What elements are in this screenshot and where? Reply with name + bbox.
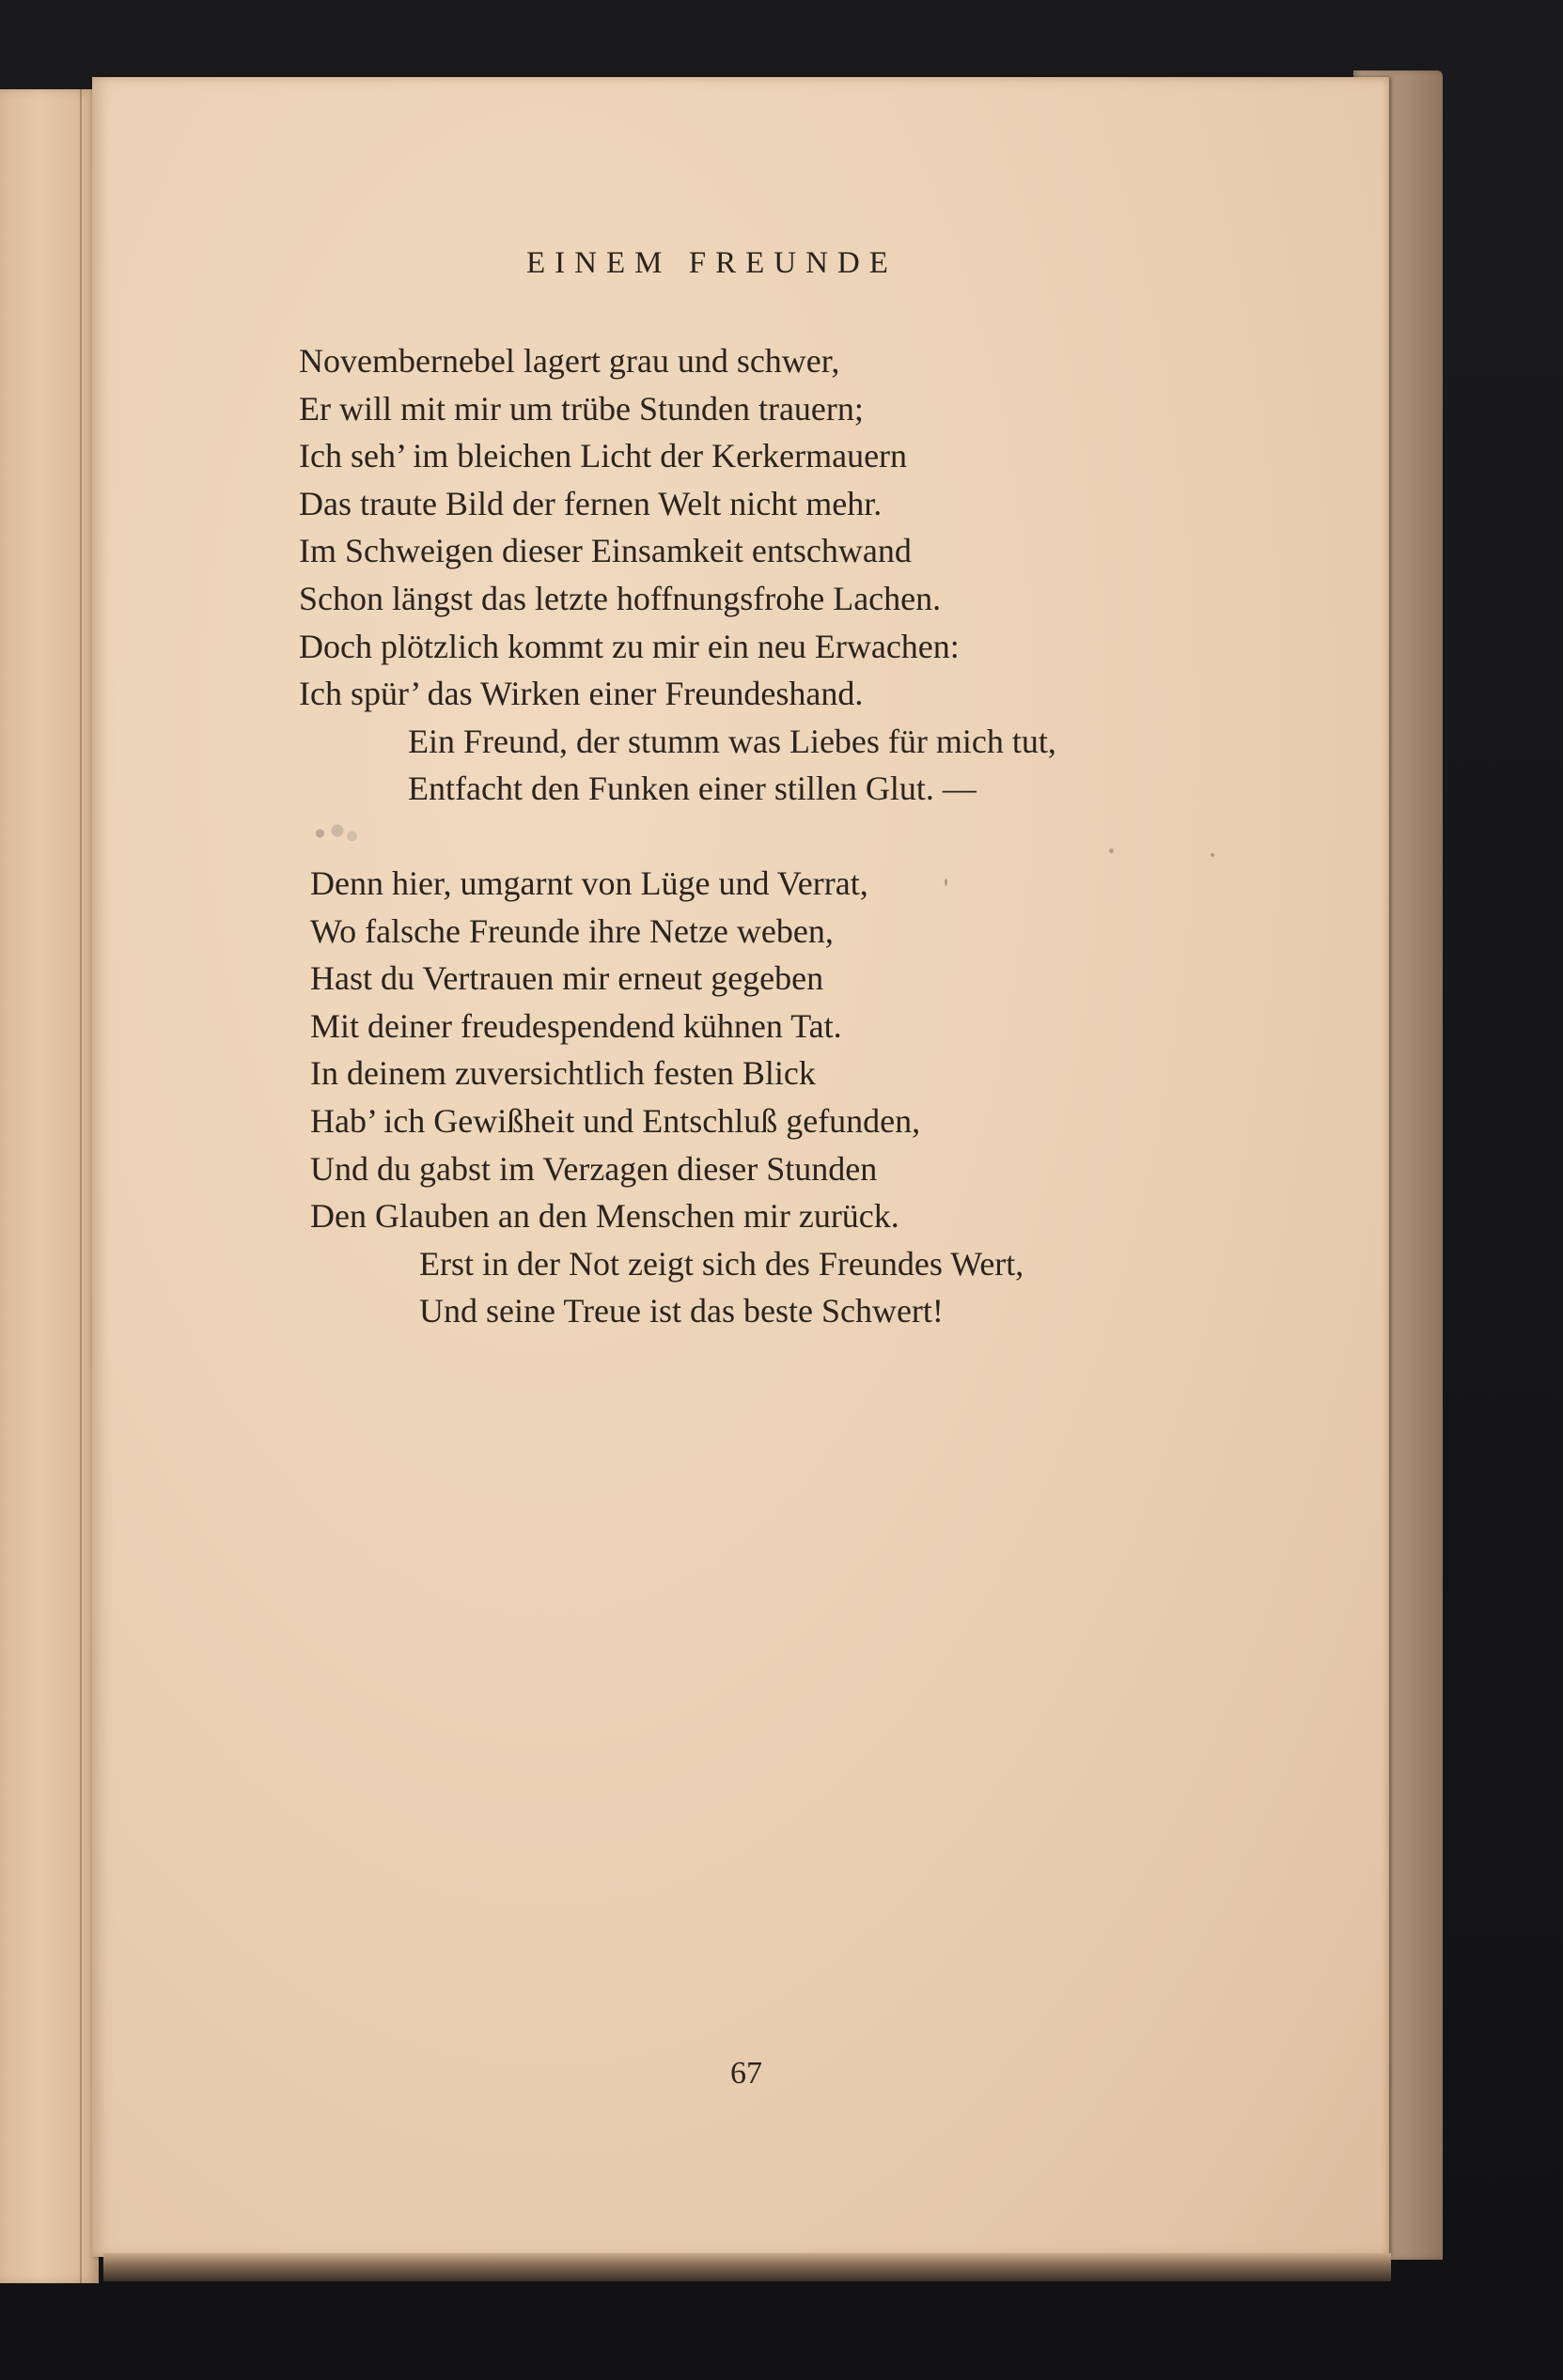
poem-line: Mit deiner freudespendend kühnen Tat. (310, 1006, 842, 1045)
poem-title: EINEM FREUNDE (526, 246, 898, 280)
poem-line: Schon längst das letzte hoffnungsfrohe Lachen. (299, 579, 942, 617)
poem-line: Hab’ ich Gewißheit und Entschluß gefunden, (310, 1101, 921, 1140)
poem-line: Den Glauben an den Menschen mir zurück. (310, 1197, 899, 1236)
previous-page-edge (0, 89, 99, 2283)
poem-line: Das traute Bild der fernen Welt nicht mehr. (299, 484, 883, 522)
poem-line-indented: Und seine Treue ist das beste Schwert! (419, 1292, 944, 1330)
poem-line: Wo falsche Freunde ihre Netze weben, (310, 911, 834, 950)
poem-line: Er will mit mir um trübe Stunden trauern; (299, 389, 864, 428)
page-speck (1109, 848, 1114, 853)
poem-line: In deinem zuversichtlich festen Blick (310, 1054, 816, 1093)
poem-line: Denn hier, umgarnt von Lüge und Verrat, (310, 864, 868, 902)
poem-line: Und du gabst im Verzagen dieser Stunden (310, 1149, 878, 1188)
poem-line: Novembernebel lagert grau und schwer, (299, 342, 840, 380)
poem-line: Doch plötzlich kommt zu mir ein neu Erwachen: (299, 627, 960, 665)
poem-line-indented: Entfacht den Funken einer stillen Glut. — (408, 770, 977, 808)
stanza-2 (310, 860, 1024, 1335)
poem-line: Hast du Vertrauen mir erneut gegeben (310, 959, 824, 998)
poem-line-indented: Ein Freund, der stumm was Liebes für mich tut, (408, 722, 1056, 760)
poem-line: Ich seh’ im bleichen Licht der Kerkermauern (299, 437, 908, 475)
poem-line-indented: Erst in der Not zeigt sich des Freundes Wert, (419, 1244, 1024, 1283)
page-speck (1211, 853, 1214, 857)
poem-line: Im Schweigen dieser Einsamkeit entschwand (299, 532, 912, 570)
stanza-1 (299, 337, 1056, 813)
page-bottom-edge (103, 2253, 1391, 2281)
page-speck (945, 879, 947, 886)
page-stain (308, 819, 367, 848)
poem-line: Ich spür’ das Wirken einer Freundeshand. (299, 675, 864, 713)
page-number: 67 (730, 2056, 762, 2091)
